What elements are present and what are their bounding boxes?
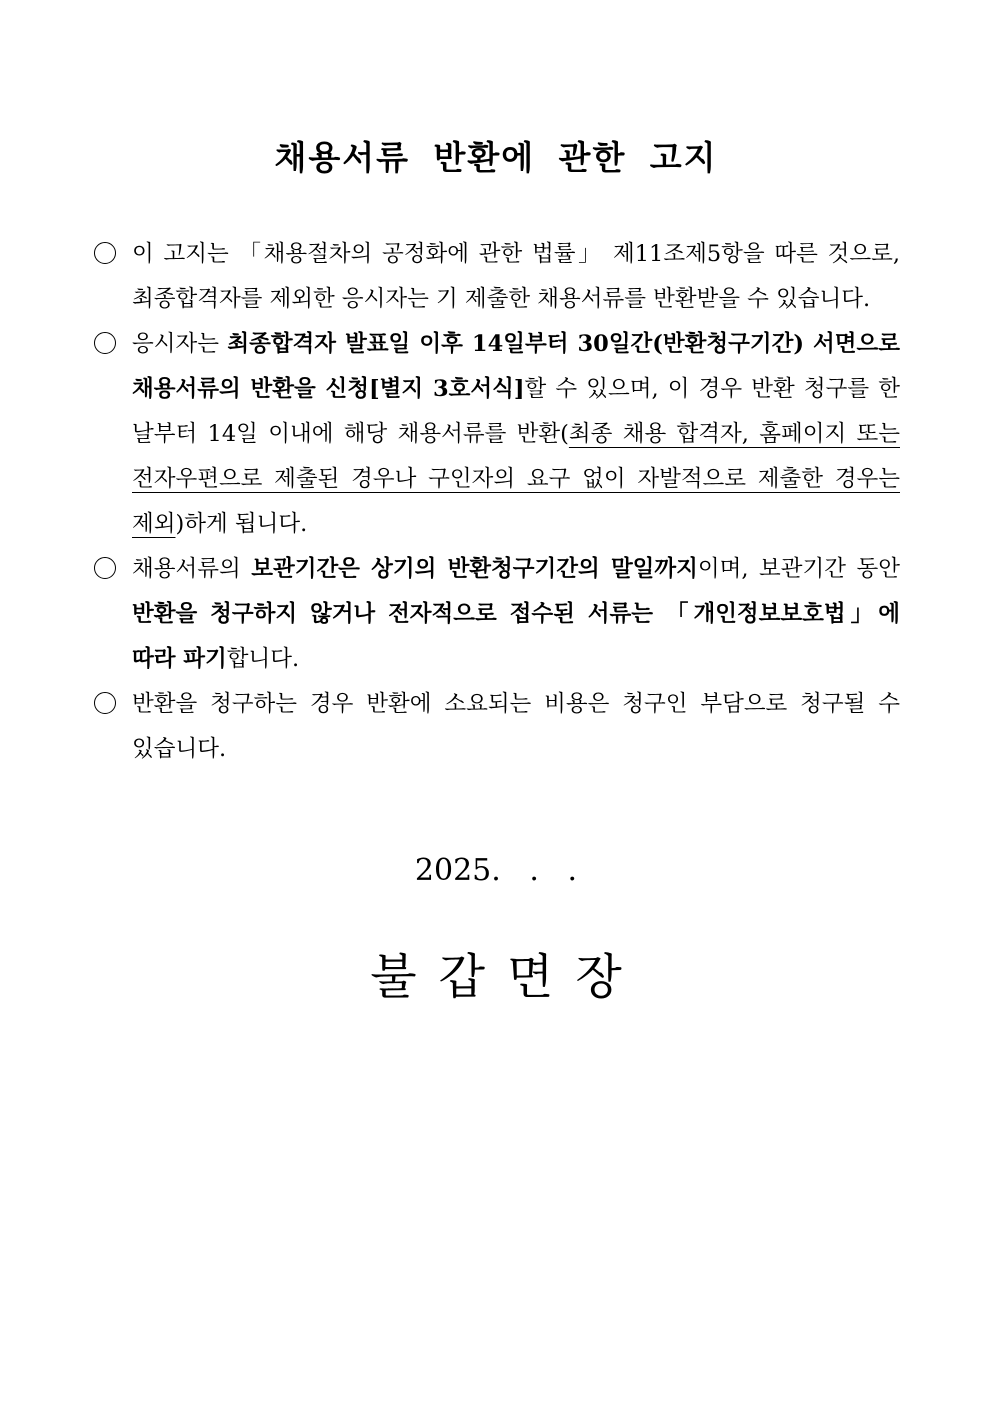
notice-text: 채용서류의: [132, 556, 252, 582]
document-date: 2025. . .: [414, 853, 578, 888]
notice-text: )하게 됩니다.: [175, 511, 308, 537]
notice-text: 할 수 있으며, 이 경우 반환 청구를 한 날부터 14일 이내에 해당 채용서류를 반환(: [132, 376, 900, 447]
notice-list: [92, 232, 900, 772]
circle-bullet-icon: [94, 332, 116, 354]
notice-text: 이며, 보관기간 동안: [697, 556, 901, 582]
notice-item-4: [92, 682, 900, 772]
circle-bullet-icon: [94, 692, 116, 714]
notice-item-3: [92, 547, 900, 682]
notice-text: 이 고지는 「채용절차의 공정화에 관한 법률」 제11조제5항을 따른 것으로, 최종합격자를 제외한 응시자는 기 제출한 채용서류를 반환받을 수 있습니다.: [132, 241, 900, 312]
notice-bold-text: 반환을 청구하지 않거나 전자적으로 접수된 서류는 「개인정보보호법」에 따라 파기: [132, 601, 900, 672]
issuer-signature: 불갑면장: [370, 949, 644, 1005]
notice-bold-text: 보관기간은 상기의 반환청구기간의 말일까지: [251, 556, 698, 582]
notice-item-2: [92, 322, 900, 547]
notice-underlined-text: 최종 채용 합격자, 홈페이지 또는 전자우편으로 제출된 경우나 구인자의 요구 없이 자발적으로 제출한 경우는 제외: [132, 421, 900, 537]
notice-bold-text: 최종합격자 발표일 이후 14일부터 30일간(반환청구기간) 서면으로 채용서류의 반환을 신청[별지 3호서식]: [132, 331, 900, 402]
notice-text: 반환을 청구하는 경우 반환에 소요되는 비용은 청구인 부담으로 청구될 수 있습니다.: [132, 691, 900, 762]
notice-text: 합니다.: [226, 646, 300, 672]
circle-bullet-icon: [94, 557, 116, 579]
circle-bullet-icon: [94, 242, 116, 264]
notice-text: 응시자는: [132, 331, 228, 357]
document-title: 채용서류 반환에 관한 고지: [274, 138, 718, 177]
notice-item-1: [92, 232, 900, 322]
